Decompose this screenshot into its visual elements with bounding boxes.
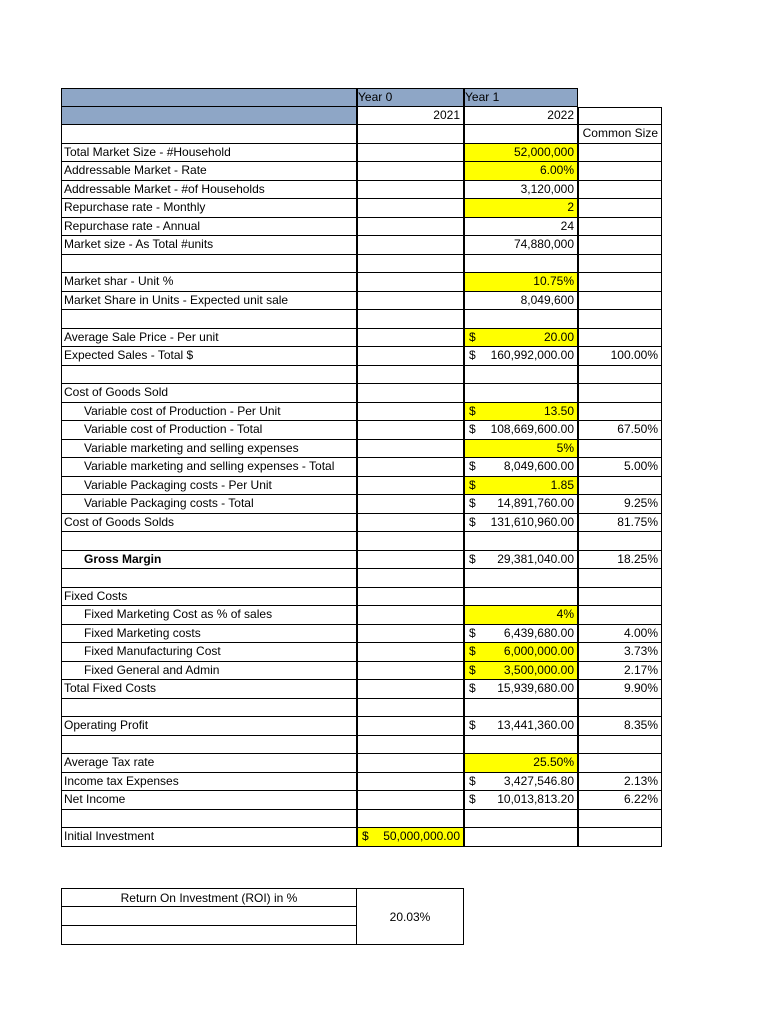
year1-cell[interactable] (464, 384, 578, 403)
year1-cell[interactable] (464, 791, 578, 810)
row-label[interactable]: Addressable Market - #of Households (61, 181, 357, 200)
row-label[interactable]: Fixed Marketing Cost as % of sales (61, 606, 357, 625)
year1-cell[interactable] (464, 662, 578, 681)
common-size-cell[interactable] (578, 754, 662, 773)
blank-cell[interactable] (464, 569, 578, 588)
year1-cell[interactable]: 6.00% (464, 162, 578, 181)
amount: 13.50 (543, 403, 574, 418)
row-label[interactable]: Expected Sales - Total $ (61, 347, 357, 366)
row-label[interactable]: Gross Margin (61, 551, 357, 570)
year0-cell[interactable] (357, 273, 464, 292)
row-label[interactable]: Repurchase rate - Monthly (61, 199, 357, 218)
year1-cell[interactable]: 25.50% (464, 754, 578, 773)
amount: 14,891,760.00 (497, 496, 574, 510)
year1-cell[interactable] (464, 403, 578, 422)
blank-cell[interactable] (357, 569, 464, 588)
row-label[interactable]: Initial Investment (61, 828, 357, 847)
blank-cell[interactable] (357, 310, 464, 329)
common-size-cell[interactable]: 5.00% (578, 458, 662, 477)
row-label[interactable]: Fixed Manufacturing Cost (61, 643, 357, 662)
year1-cell[interactable] (464, 625, 578, 644)
row-label[interactable]: Income tax Expenses (61, 773, 357, 792)
blank-cell[interactable] (578, 107, 662, 126)
common-size-cell[interactable] (578, 588, 662, 607)
blank-cell[interactable] (464, 532, 578, 551)
currency-symbol: $ (469, 514, 476, 529)
blank-cell[interactable] (578, 532, 662, 551)
year0-cell[interactable] (357, 495, 464, 514)
row-label[interactable]: Cost of Goods Solds (61, 514, 357, 533)
blank-cell[interactable] (357, 125, 464, 144)
year0-cell[interactable] (357, 791, 464, 810)
header-common-size[interactable]: Common Size (578, 125, 662, 144)
amount: 13,441,360.00 (497, 718, 574, 732)
row-label[interactable]: Variable cost of Production - Per Unit (61, 403, 357, 422)
year0-cell[interactable] (357, 662, 464, 681)
currency-symbol: $ (469, 625, 476, 640)
row-label[interactable]: Addressable Market - Rate (61, 162, 357, 181)
blank-cell[interactable] (61, 532, 357, 551)
row-label[interactable]: Variable cost of Production - Total (61, 421, 357, 440)
year0-cell[interactable] (357, 588, 464, 607)
year1-cell[interactable] (464, 551, 578, 570)
blank-cell[interactable] (464, 699, 578, 718)
year0-cell[interactable] (357, 347, 464, 366)
blank-cell[interactable] (578, 255, 662, 274)
year0-cell[interactable] (357, 625, 464, 644)
blank-cell[interactable] (357, 366, 464, 385)
blank-cell[interactable] (464, 125, 578, 144)
currency-symbol: $ (469, 792, 476, 806)
common-size-cell[interactable] (578, 273, 662, 292)
year0-cell[interactable] (357, 773, 464, 792)
year1-cell[interactable]: 52,000,000 (464, 144, 578, 163)
year1-cell[interactable]: 24 (464, 218, 578, 237)
blank-cell[interactable] (61, 810, 357, 829)
year0-cell[interactable] (357, 199, 464, 218)
blank-cell[interactable] (578, 569, 662, 588)
blank-cell[interactable] (61, 907, 357, 926)
blank-cell[interactable] (464, 810, 578, 829)
currency-symbol: $ (469, 348, 476, 362)
section-label[interactable]: Cost of Goods Sold (61, 384, 357, 403)
roi-value[interactable]: 20.03% (356, 888, 464, 945)
year1-cell[interactable] (464, 514, 578, 533)
year1-cell[interactable] (464, 347, 578, 366)
currency-symbol: $ (469, 496, 476, 510)
common-size-cell[interactable]: 3.73% (578, 643, 662, 662)
currency-symbol: $ (469, 403, 476, 418)
year0-cell[interactable] (357, 181, 464, 200)
year1-cell[interactable] (464, 477, 578, 496)
year1-cell[interactable] (464, 828, 578, 847)
section-label[interactable]: Fixed Costs (61, 588, 357, 607)
roi-title[interactable]: Return On Investment (ROI) in % (61, 888, 357, 907)
row-label[interactable]: Variable marketing and selling expenses (61, 440, 357, 459)
year1-cell[interactable]: 10.75% (464, 273, 578, 292)
year1-cell[interactable] (464, 643, 578, 662)
header-2021[interactable]: 2021 (357, 107, 464, 126)
currency-symbol: $ (469, 773, 476, 788)
common-size-cell[interactable] (578, 199, 662, 218)
common-size-cell[interactable] (578, 329, 662, 348)
year1-cell[interactable] (464, 458, 578, 477)
blank-cell[interactable] (61, 125, 357, 144)
year0-cell[interactable] (357, 384, 464, 403)
year1-cell[interactable]: 74,880,000 (464, 236, 578, 255)
row-label[interactable]: Fixed General and Admin (61, 662, 357, 681)
year1-cell[interactable] (464, 717, 578, 736)
currency-symbol: $ (469, 662, 476, 677)
common-size-cell[interactable]: 81.75% (578, 514, 662, 533)
year0-cell[interactable] (357, 403, 464, 422)
year0-cell[interactable] (357, 717, 464, 736)
currency-symbol: $ (469, 644, 476, 658)
year0-cell[interactable] (357, 329, 464, 348)
blank-cell[interactable] (61, 926, 357, 945)
blank-cell[interactable] (578, 366, 662, 385)
amount: 15,939,680.00 (497, 681, 574, 695)
header-year1[interactable]: Year 1 (464, 88, 578, 107)
year0-cell[interactable] (357, 144, 464, 163)
common-size-cell[interactable]: 2.17% (578, 662, 662, 681)
currency-symbol: $ (469, 329, 476, 344)
blank-cell[interactable] (61, 569, 357, 588)
blank-cell[interactable] (61, 310, 357, 329)
year1-cell[interactable] (464, 329, 578, 348)
blank-cell[interactable] (357, 255, 464, 274)
blank-cell[interactable] (464, 736, 578, 755)
row-label[interactable]: Repurchase rate - Annual (61, 218, 357, 237)
amount: 50,000,000.00 (383, 829, 460, 843)
common-size-cell[interactable]: 2.13% (578, 773, 662, 792)
year0-cell[interactable] (357, 292, 464, 311)
year0-cell[interactable] (357, 477, 464, 496)
amount: 160,992,000.00 (490, 348, 574, 362)
amount: 8,049,600.00 (503, 459, 574, 473)
row-label[interactable]: Total Market Size - #Household (61, 144, 357, 163)
year1-cell[interactable] (464, 495, 578, 514)
year0-cell[interactable] (357, 828, 464, 847)
row-label[interactable]: Net Income (61, 791, 357, 810)
row-label[interactable]: Total Fixed Costs (61, 680, 357, 699)
amount: 108,669,600.00 (490, 422, 574, 436)
row-label[interactable]: Average Sale Price - Per unit (61, 329, 357, 348)
year1-cell[interactable] (464, 421, 578, 440)
common-size-cell[interactable] (578, 181, 662, 200)
amount: 20.00 (543, 329, 574, 344)
blank-cell[interactable] (578, 810, 662, 829)
amount: 6,439,680.00 (503, 625, 574, 640)
year1-cell[interactable] (464, 773, 578, 792)
blank-cell[interactable] (578, 699, 662, 718)
header-year0[interactable]: Year 0 (357, 88, 464, 107)
year1-cell[interactable] (464, 680, 578, 699)
common-size-cell[interactable] (578, 440, 662, 459)
blank-cell[interactable] (61, 699, 357, 718)
blank-cell[interactable] (464, 310, 578, 329)
common-size-cell[interactable] (578, 606, 662, 625)
year1-cell[interactable]: 5% (464, 440, 578, 459)
blank-cell[interactable] (61, 255, 357, 274)
amount: 131,610,960.00 (490, 514, 574, 529)
year0-cell[interactable] (357, 643, 464, 662)
year0-cell[interactable] (357, 754, 464, 773)
year0-cell[interactable] (357, 606, 464, 625)
year1-cell[interactable]: 8,049,600 (464, 292, 578, 311)
row-label[interactable]: Market Share in Units - Expected unit sale (61, 292, 357, 311)
common-size-cell[interactable]: 67.50% (578, 421, 662, 440)
header-2022[interactable]: 2022 (464, 107, 578, 126)
year0-cell[interactable] (357, 218, 464, 237)
common-size-cell[interactable]: 4.00% (578, 625, 662, 644)
header-blank-cell[interactable] (61, 88, 357, 107)
common-size-cell[interactable] (578, 236, 662, 255)
row-label[interactable]: Operating Profit (61, 717, 357, 736)
common-size-cell[interactable] (578, 292, 662, 311)
row-label[interactable]: Average Tax rate (61, 754, 357, 773)
blank-cell[interactable] (61, 366, 357, 385)
blank-cell[interactable] (61, 736, 357, 755)
blank-cell[interactable] (357, 699, 464, 718)
common-size-cell[interactable] (578, 403, 662, 422)
row-label[interactable]: Market size - As Total #units (61, 236, 357, 255)
year0-cell[interactable] (357, 680, 464, 699)
year0-cell[interactable] (357, 514, 464, 533)
common-size-cell[interactable]: 9.25% (578, 495, 662, 514)
currency-symbol: $ (469, 551, 476, 566)
amount: 3,500,000.00 (503, 662, 574, 677)
blank-cell[interactable] (464, 366, 578, 385)
currency-symbol: $ (362, 829, 369, 843)
year0-cell[interactable] (357, 440, 464, 459)
currency-symbol: $ (469, 477, 476, 492)
year0-cell[interactable] (357, 236, 464, 255)
year0-cell[interactable] (357, 421, 464, 440)
year1-cell[interactable] (464, 588, 578, 607)
currency-symbol: $ (469, 718, 476, 732)
common-size-cell[interactable]: 8.35% (578, 717, 662, 736)
currency-symbol: $ (469, 422, 476, 436)
common-size-cell[interactable]: 9.90% (578, 680, 662, 699)
common-size-cell[interactable]: 6.22% (578, 791, 662, 810)
common-size-cell[interactable]: 100.00% (578, 347, 662, 366)
common-size-cell[interactable]: 18.25% (578, 551, 662, 570)
amount: 10,013,813.20 (497, 792, 574, 806)
header-blank-cell[interactable] (61, 107, 357, 126)
row-label[interactable]: Variable Packaging costs - Total (61, 495, 357, 514)
year0-cell[interactable] (357, 551, 464, 570)
common-size-cell[interactable] (578, 218, 662, 237)
currency-symbol: $ (469, 681, 476, 695)
year0-cell[interactable] (357, 162, 464, 181)
blank-cell[interactable] (464, 255, 578, 274)
year1-cell[interactable]: 2 (464, 199, 578, 218)
common-size-cell[interactable] (578, 162, 662, 181)
blank-cell[interactable] (357, 532, 464, 551)
year1-cell[interactable]: 4% (464, 606, 578, 625)
common-size-cell[interactable] (578, 384, 662, 403)
blank-cell[interactable] (357, 736, 464, 755)
common-size-cell[interactable] (578, 144, 662, 163)
year1-cell[interactable]: 3,120,000 (464, 181, 578, 200)
blank-cell[interactable] (578, 736, 662, 755)
year0-cell[interactable] (357, 458, 464, 477)
row-label[interactable]: Market shar - Unit % (61, 273, 357, 292)
common-size-cell[interactable] (578, 828, 662, 847)
blank-cell[interactable] (578, 310, 662, 329)
amount: 1.85 (550, 477, 574, 492)
currency-symbol: $ (469, 459, 476, 473)
common-size-cell[interactable] (578, 477, 662, 496)
amount: 6,000,000.00 (503, 644, 574, 658)
row-label[interactable]: Variable marketing and selling expenses - Total (61, 458, 357, 477)
row-label[interactable]: Fixed Marketing costs (61, 625, 357, 644)
row-label[interactable]: Variable Packaging costs - Per Unit (61, 477, 357, 496)
blank-cell[interactable] (357, 810, 464, 829)
amount: 3,427,546.80 (503, 773, 574, 788)
amount: 29,381,040.00 (497, 551, 574, 566)
